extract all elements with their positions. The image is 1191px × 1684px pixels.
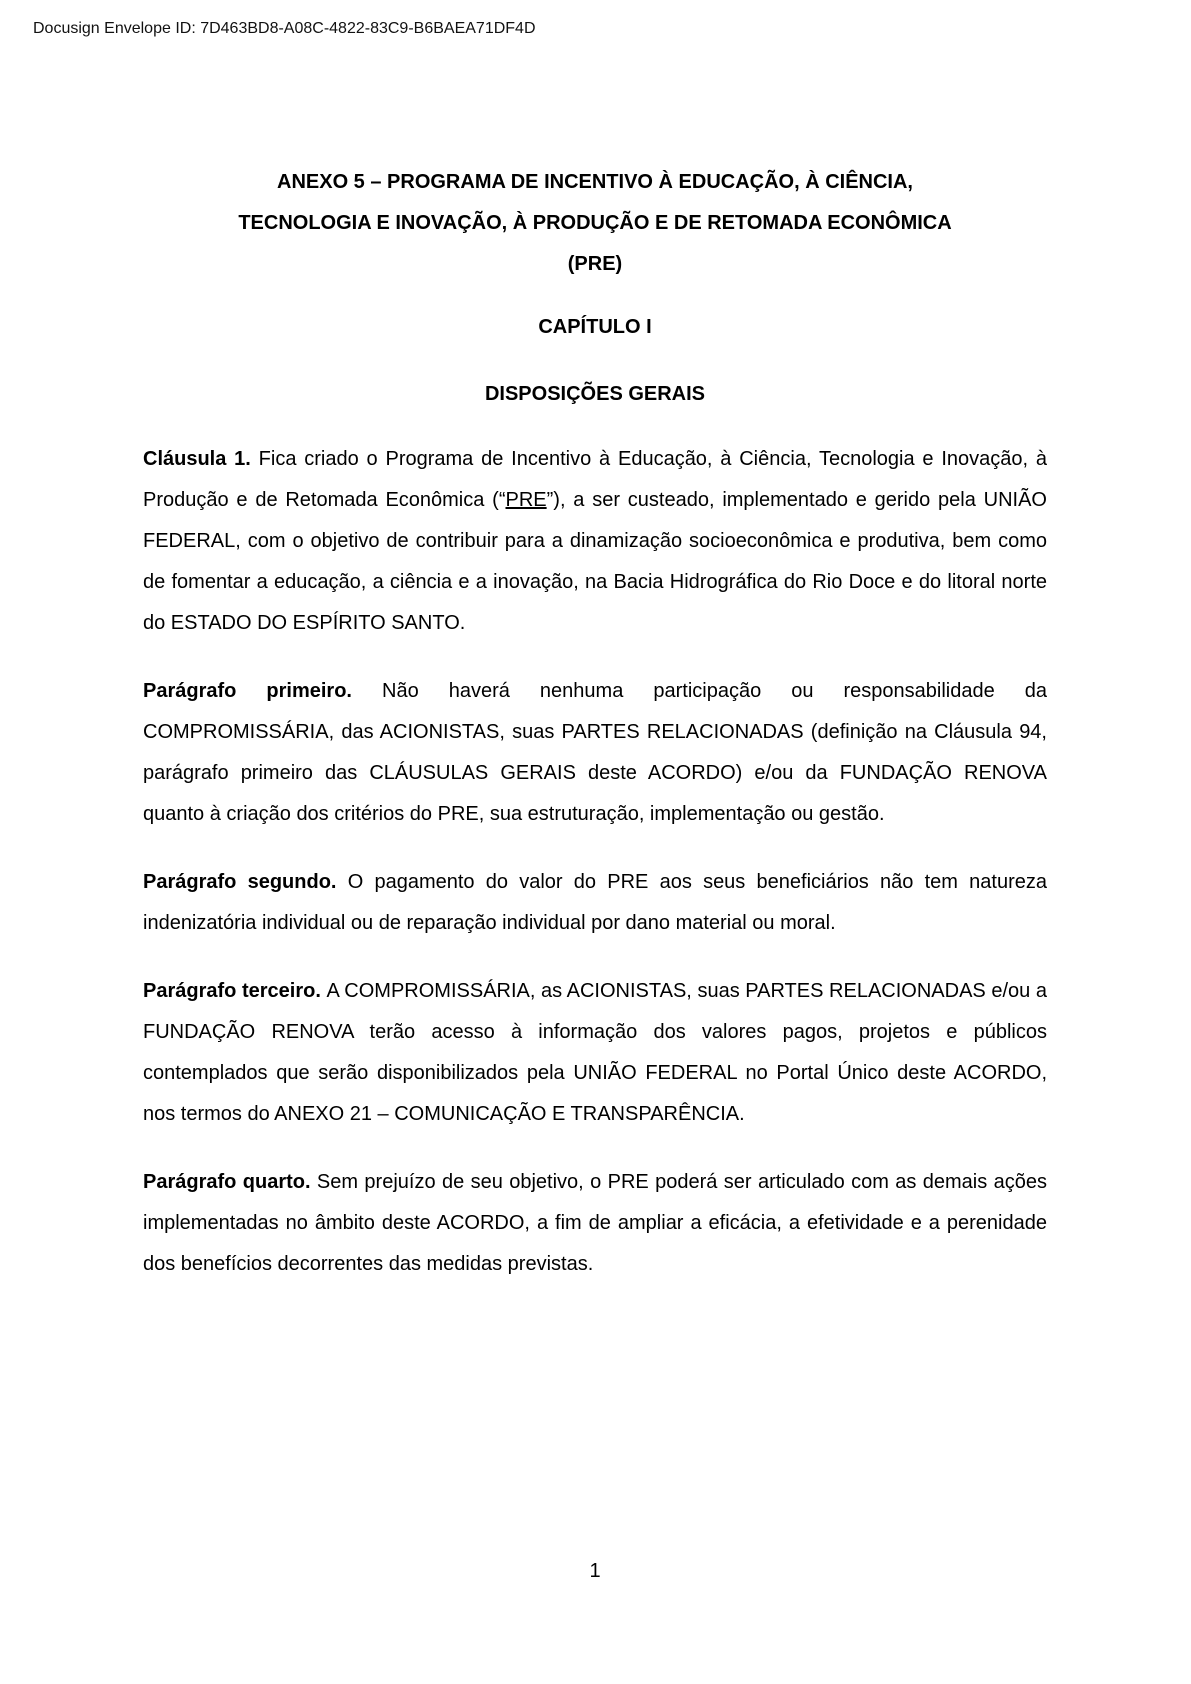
- text-segment: Sem prejuízo de seu objetivo, o PRE poderá ser articulado com as demais ações implementadas no âmbito deste ACORDO, a fim de ampliar a eficácia, a efetividade e a perenidade dos benefícios decorrentes das medidas previstas.: [143, 1171, 1047, 1275]
- text-segment: Parágrafo segundo.: [143, 871, 348, 893]
- title-line-2: TECNOLOGIA E INOVAÇÃO, À PRODUÇÃO E DE RETOMADA ECONÔMICA: [238, 212, 952, 234]
- text-segment: Não haverá nenhuma participação ou responsabilidade da COMPROMISSÁRIA, das ACIONISTAS, suas PARTES RELACIONADAS (definição na Cláusula 94, parágrafo primeiro das CLÁUSULAS GERAIS deste ACORDO) e/ou da FUNDAÇÃO RENOVA quanto à criação dos critérios do PRE, sua estruturação, implementação ou gestão.: [143, 680, 1047, 825]
- paragraph-clausula-1: [143, 439, 1047, 644]
- title-line-1: ANEXO 5 – PROGRAMA DE INCENTIVO À EDUCAÇÃO, À CIÊNCIA,: [277, 171, 913, 193]
- text-segment: PRE: [505, 489, 547, 511]
- text-segment: Cláusula 1.: [143, 448, 259, 470]
- paragraph-paragrafo-primeiro: [143, 671, 1047, 835]
- section-heading: DISPOSIÇÕES GERAIS: [484, 383, 706, 405]
- paragraph-container: [143, 439, 1047, 1285]
- text-segment: A COMPROMISSÁRIA, as ACIONISTAS, suas PARTES RELACIONADAS e/ou a FUNDAÇÃO RENOVA terão acesso à informação dos valores pagos, projetos e públicos contemplados que serão disponibilizados pela UNIÃO FEDERAL no Portal Único deste ACORDO, nos termos do ANEXO 21 – COMUNICAÇÃO E TRANSPARÊNCIA.: [143, 980, 1047, 1125]
- text-segment: Parágrafo quarto.: [143, 1171, 317, 1193]
- document-title: [143, 162, 1047, 285]
- text-segment: Parágrafo primeiro.: [143, 680, 383, 702]
- docusign-envelope-id: Docusign Envelope ID: 7D463BD8-A08C-4822-83C9-B6BAEA71DF4D: [33, 20, 536, 37]
- page-number: 1: [589, 1560, 601, 1582]
- document-content: [143, 0, 1047, 1312]
- paragraph-paragrafo-quarto: [143, 1162, 1047, 1285]
- chapter-heading: CAPÍTULO I: [538, 316, 652, 338]
- paragraph-paragrafo-segundo: [143, 862, 1047, 944]
- title-line-3: (PRE): [567, 253, 623, 275]
- text-segment: Parágrafo terceiro.: [143, 980, 327, 1002]
- text-segment: Fica criado o Programa de Incentivo à Educação, à Ciência, Tecnologia e Inovação, à Produção e de Retomada Econômica (“: [143, 448, 1047, 511]
- text-segment: ”), a ser custeado, implementado e gerido pela UNIÃO FEDERAL, com o objetivo de contribuir para a dinamização socioeconômica e produtiva, bem como de fomentar a educação, a ciência e a inovação, na Bacia Hidrográfica do Rio Doce e do litoral norte do ESTADO DO ESPÍRITO SANTO.: [143, 489, 1047, 634]
- paragraph-paragrafo-terceiro: [143, 971, 1047, 1135]
- text-segment: O pagamento do valor do PRE aos seus beneficiários não tem natureza indenizatória individual ou de reparação individual por dano material ou moral.: [143, 871, 1048, 934]
